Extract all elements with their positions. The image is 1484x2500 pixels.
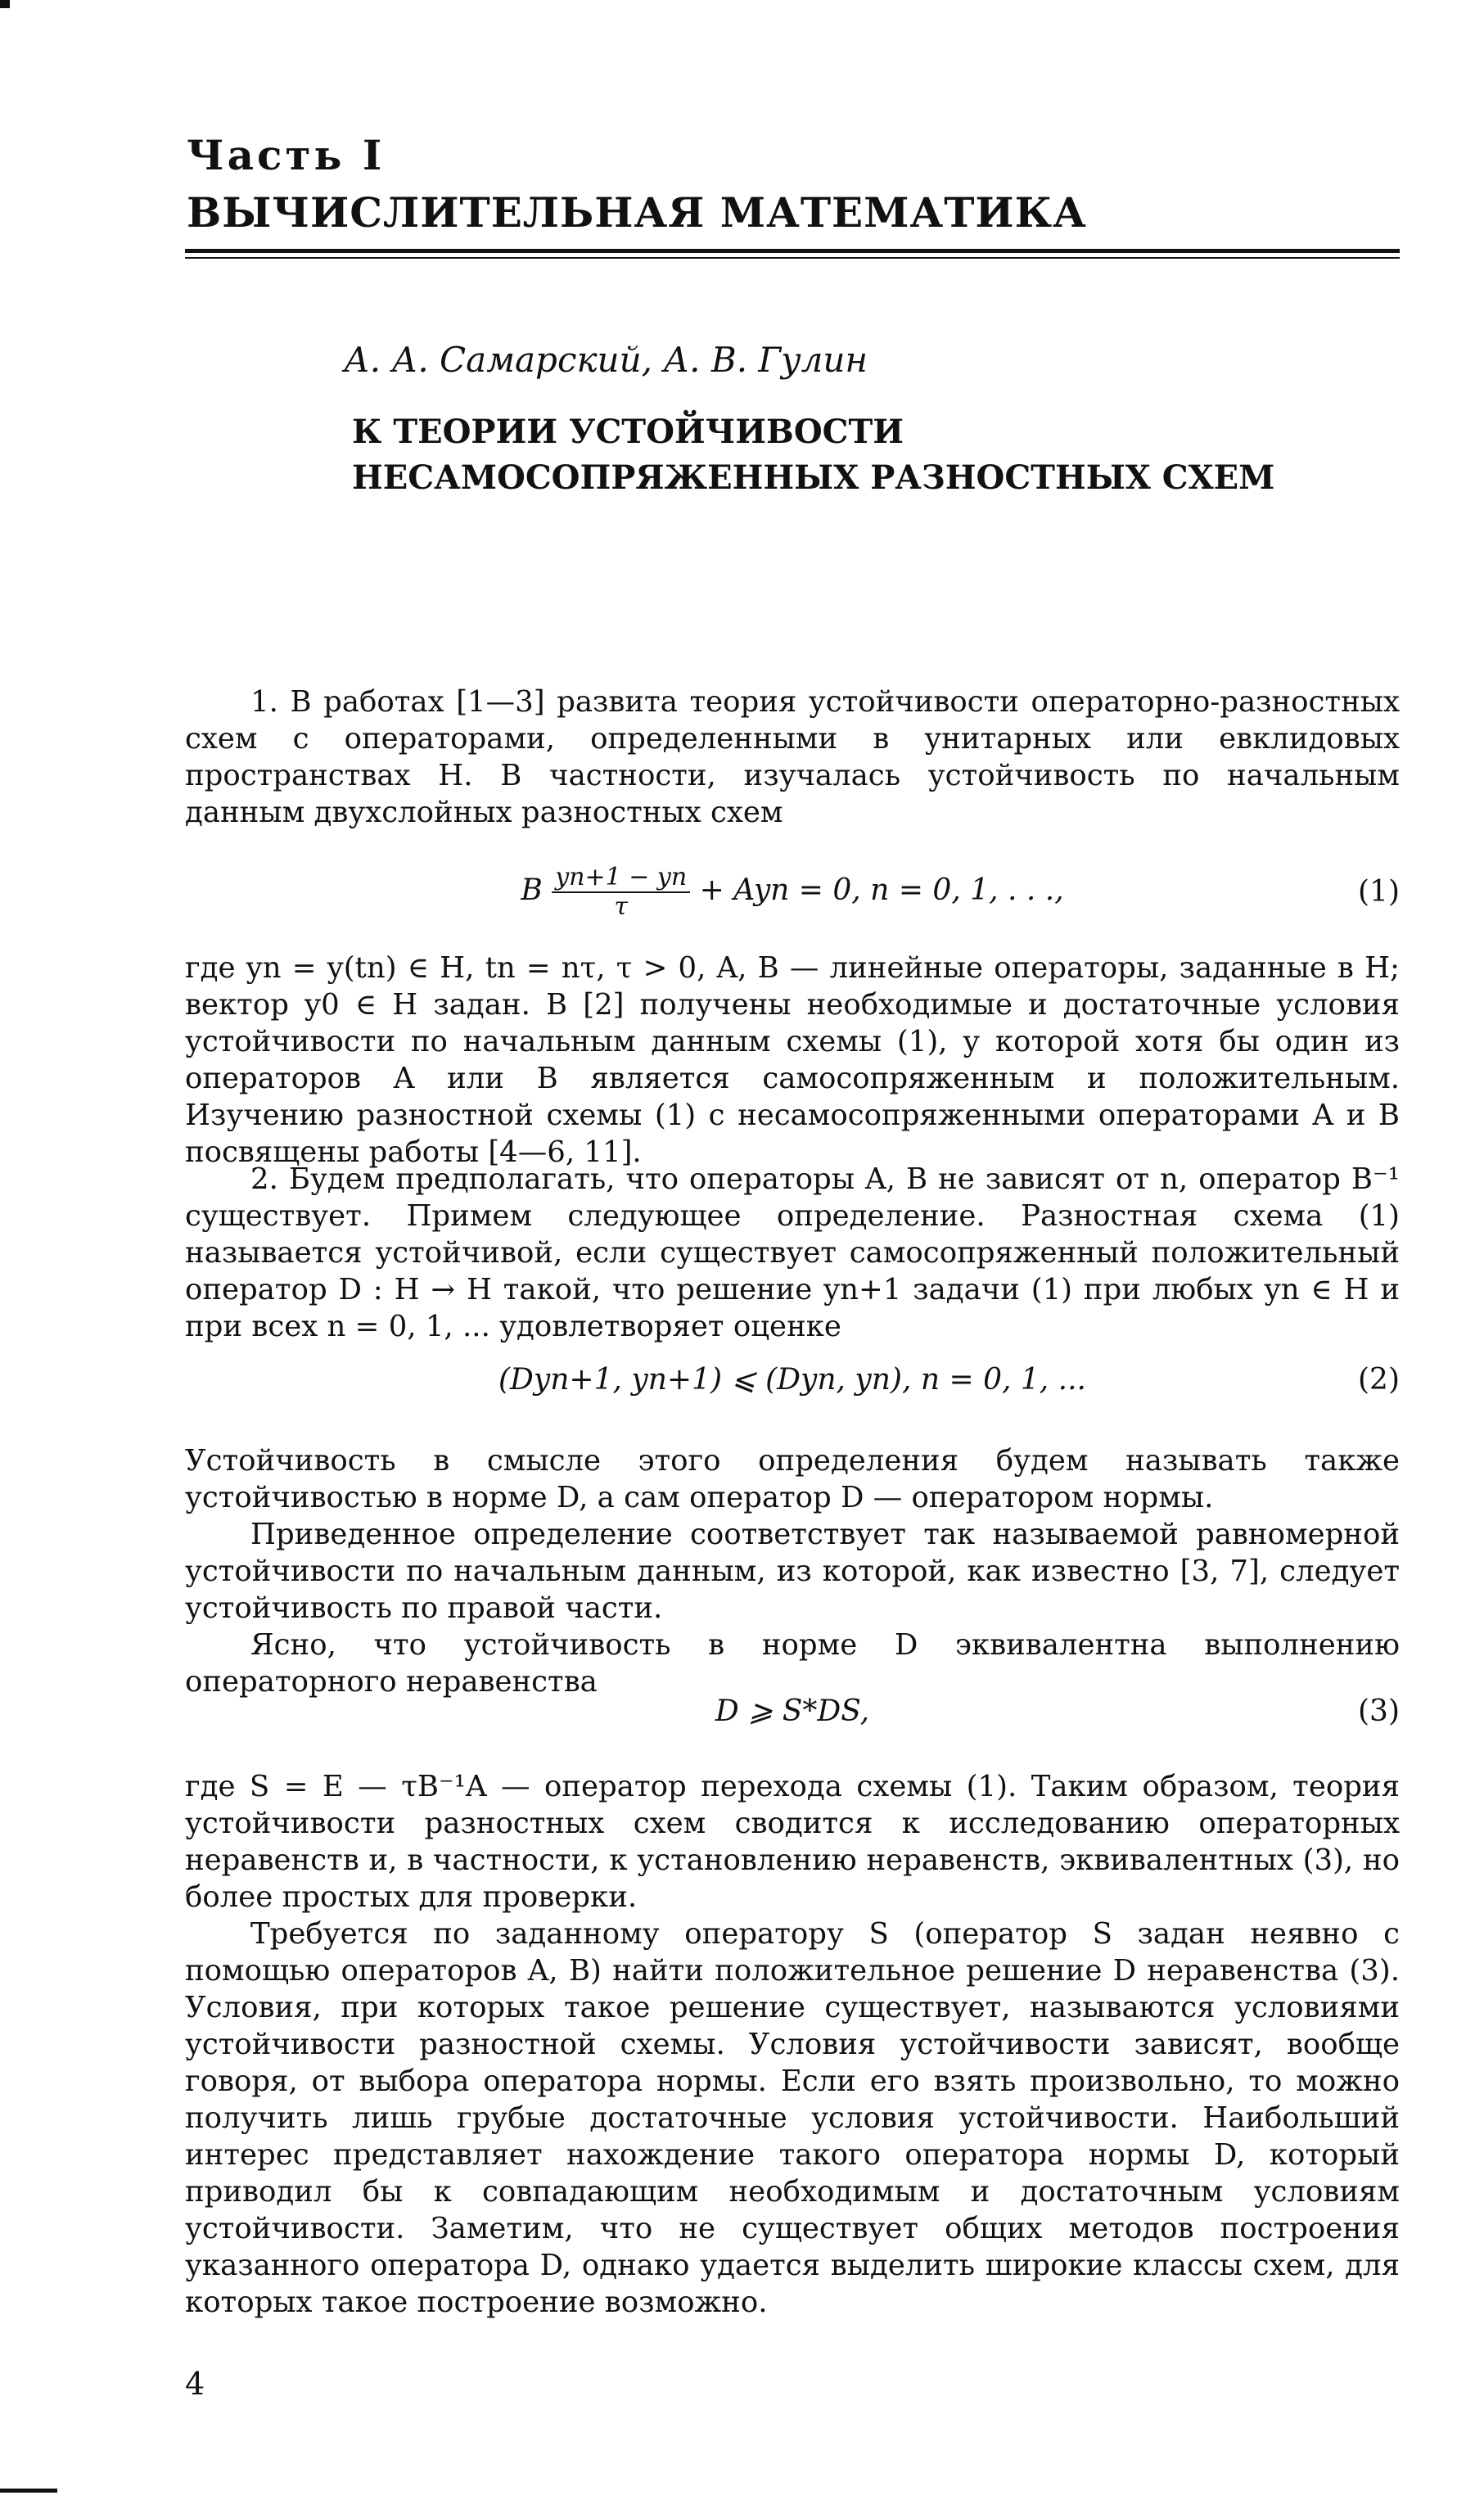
header-rule-thick — [185, 249, 1400, 253]
equation-2 — [185, 1363, 1400, 1404]
equation-1 — [185, 864, 1400, 921]
paragraph-2: где yn = y(tn) ∈ H, tn = nτ, τ > 0, A, B — линейные операторы, заданные в H; вектор y0 ∈ H задан. В [2] получены необходимые и достаточные условия устойчивости по начальным данным схемы (1), у которой хотя бы один из операторов A или B является самосопряженным и положительным. Изучению разностной схемы (1) с несамосопряженными операторами A и B посвящены работы [4—6, 11]. — [185, 951, 1400, 1169]
eq1-numerator: yn+1 − yn — [552, 864, 690, 893]
paragraph-4: Устойчивость в смысле этого определения будем называть также устойчивостью в норме D, а сам оператор D — оператором нормы. — [185, 1444, 1400, 1514]
eq2-label: (2) — [1358, 1363, 1400, 1397]
article-title-line1: К ТЕОРИИ УСТОЙЧИВОСТИ — [352, 413, 904, 451]
paragraph-6: Ясно, что устойчивость в норме D эквивалентна выполнению операторного неравенства — [185, 1628, 1400, 1699]
paragraph-7: где S = E — τB⁻¹A — оператор перехода схемы (1). Таким образом, теория устойчивости разностных схем сводится к исследованию операторных неравенств и, в частности, к установлению неравенств, эквивалентных (3), но более простых для проверки. — [185, 1770, 1400, 1914]
paragraph-8: Требуется по заданному оператору S (оператор S задан неявно с помощью операторов A, B) найти положительное решение D неравенства (3). Условия, при которых такое решение существует, называются условиями устойчивости разностной схемы. Условия устойчивости зависят, вообще говоря, от выбора оператора нормы. Если его взять произвольно, то можно получить лишь грубые достаточные условия устойчивости. Наибольший интерес представляет нахождение такого оператора нормы D, который приводил бы к совпадающим необходимым и достаточным условиям устойчивости. Заметим, что не существует общих методов построения указанного оператора D, однако удается выделить широкие классы схем, для которых такое построение возможно. — [185, 1917, 1400, 2319]
page-number: 4 — [185, 2366, 205, 2402]
paragraph-3: 2. Будем предполагать, что операторы A, B не зависят от n, оператор B⁻¹ существует. Примем следующее определение. Разностная схема (1) называется устойчивой, если существует самосопряженный положительный оператор D : H → H такой, что решение yn+1 задачи (1) при любых yn ∈ H и при всех n = 0, 1, ... удовлетворяет оценке — [185, 1162, 1400, 1343]
header-rule-thin — [185, 257, 1400, 259]
article-title-line2: НЕСАМОСОПРЯЖЕННЫХ РАЗНОСТНЫХ СХЕМ — [352, 458, 1275, 497]
paragraph-5: Приведенное определение соответствует так называемой равномерной устойчивости по начальным данным, из которой, как известно [3, 7], следует устойчивость по правой части. — [185, 1518, 1400, 1625]
eq3-label: (3) — [1358, 1694, 1400, 1728]
article-authors: А. А. Самарский, А. В. Гулин — [344, 340, 868, 380]
eq1-label: (1) — [1358, 875, 1400, 909]
scan-mark-bottom — [0, 2489, 57, 2493]
section-title: ВЫЧИСЛИТЕЛЬНАЯ МАТЕМАТИКА — [187, 188, 1087, 237]
eq1-rest: + Ayn = 0, n = 0, 1, . . ., — [699, 873, 1064, 907]
eq2-body: (Dyn+1, yn+1) ⩽ (Dyn, yn), n = 0, 1, ... — [498, 1363, 1086, 1397]
article-title — [352, 409, 1274, 501]
scan-mark-top — [0, 0, 10, 8]
eq1-b: B — [521, 873, 543, 907]
equation-3 — [185, 1694, 1400, 1735]
part-label: Часть I — [187, 131, 386, 179]
eq3-body: D ⩾ S*DS, — [715, 1694, 870, 1728]
eq1-fraction — [552, 864, 690, 921]
eq1-denominator: τ — [614, 892, 629, 921]
paragraph-1: 1. В работах [1—3] развита теория устойчивости операторно-разностных схем с операторами, определенными в унитарных или евклидовых пространствах H. В частности, изучалась устойчивость по начальным данным двухслойных разностных схем — [185, 685, 1400, 829]
